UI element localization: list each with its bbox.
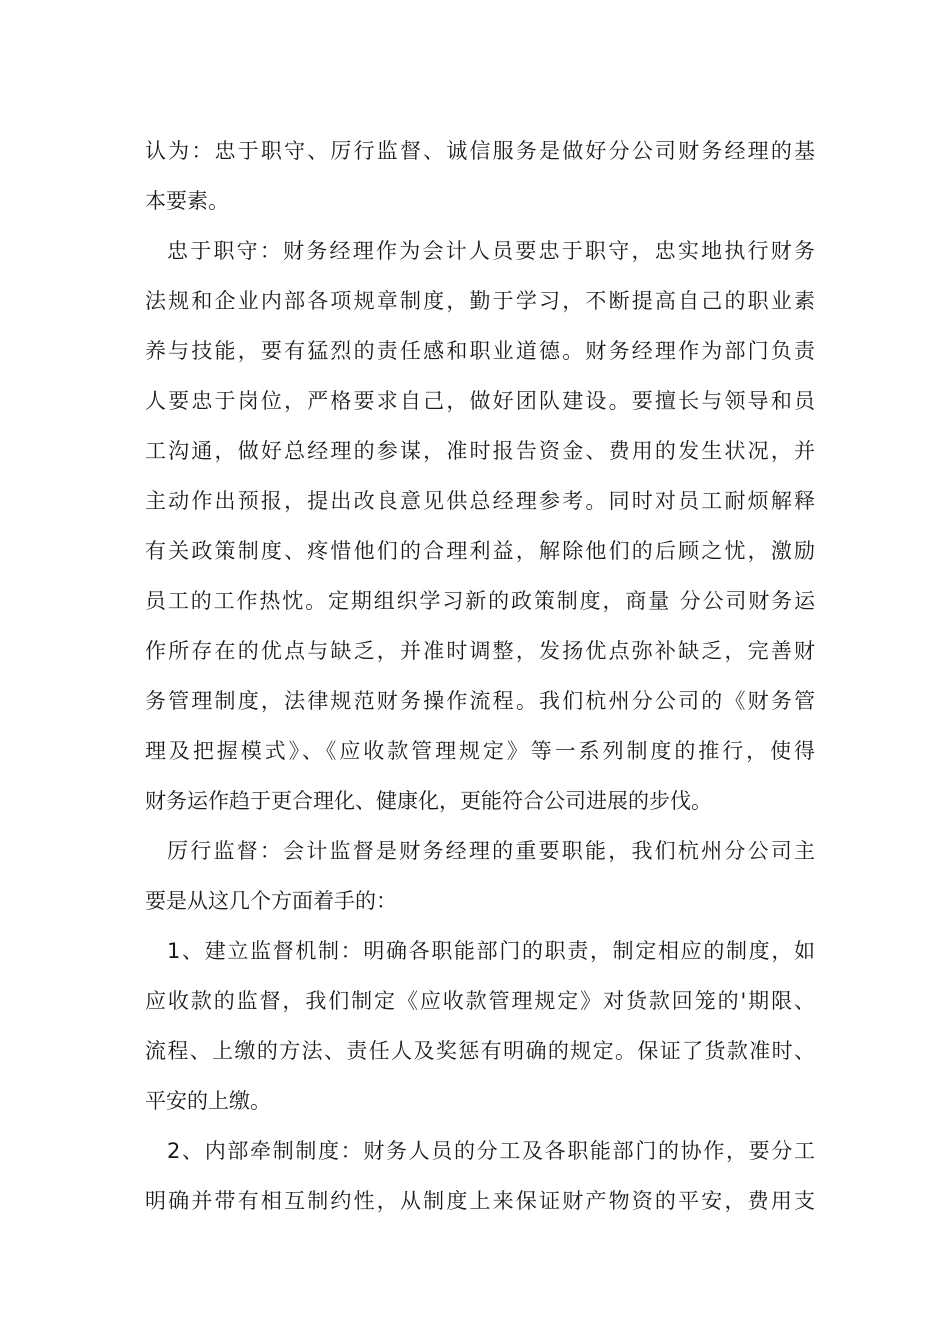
text-line: 工沟通，做好总经理的参谋，准时报告资金、费用的发生状况，并 [145, 439, 815, 463]
text-line: 养与技能，要有猛烈的责任感和职业道德。财务经理作为部门负责 [145, 339, 815, 363]
text-line: 务管理制度，法律规范财务操作流程。我们杭州分公司的《财务管 [145, 689, 815, 713]
text-line: 忠于职守：财务经理作为会计人员要忠于职守，忠实地执行财务 [167, 239, 815, 263]
text-line: 要是从这几个方面着手的： [145, 889, 397, 913]
text-line: 认为：忠于职守、厉行监督、诚信服务是做好分公司财务经理的基 [145, 139, 815, 163]
text-line: 1、建立监督机制：明确各职能部门的职责，制定相应的制度，如 [167, 939, 815, 963]
text-line: 平安的上缴。 [145, 1089, 271, 1113]
text-line: 明确并带有相互制约性，从制度上来保证财产物资的平安，费用支 [145, 1189, 815, 1213]
text-line: 2、内部牵制制度：财务人员的分工及各职能部门的协作，要分工 [167, 1139, 815, 1163]
text-line: 作所存在的优点与缺乏，并准时调整，发扬优点弥补缺乏，完善财 [145, 639, 815, 663]
text-line: 本要素。 [145, 189, 229, 213]
text-line: 员工的工作热忱。定期组织学习新的政策制度，商量 分公司财务运 [145, 589, 815, 613]
text-line: 财务运作趋于更合理化、健康化，更能符合公司进展的步伐。 [145, 789, 712, 813]
text-line: 有关政策制度、疼惜他们的合理利益，解除他们的后顾之忧，激励 [145, 539, 815, 563]
text-line: 厉行监督：会计监督是财务经理的重要职能，我们杭州分公司主 [167, 839, 815, 863]
text-line: 法规和企业内部各项规章制度，勤于学习，不断提高自己的职业素 [145, 289, 815, 313]
text-line: 人要忠于岗位，严格要求自己，做好团队建设。要擅长与领导和员 [145, 389, 815, 413]
text-line: 理及把握模式》、《应收款管理规定》等一系列制度的推行，使得 [145, 739, 815, 763]
text-line: 流程、上缴的方法、责任人及奖惩有明确的规定。保证了货款准时、 [145, 1039, 815, 1063]
text-line: 应收款的监督，我们制定《应收款管理规定》对货款回笼的'期限、 [145, 989, 815, 1013]
text-line: 主动作出预报，提出改良意见供总经理参考。同时对员工耐烦解释 [145, 489, 815, 513]
